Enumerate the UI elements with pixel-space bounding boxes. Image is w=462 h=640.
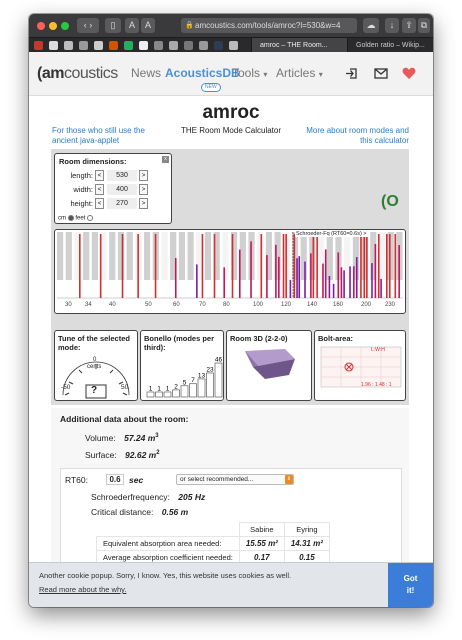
mode-line bbox=[290, 280, 292, 298]
table-header-eyring: Eyring bbox=[284, 523, 329, 537]
mode-line bbox=[337, 252, 339, 298]
favorite-icon[interactable] bbox=[49, 41, 58, 50]
mode-line bbox=[275, 245, 277, 298]
tick-label: 120 bbox=[281, 302, 292, 308]
additional-data-section bbox=[51, 408, 409, 576]
tune-zero-label: 0 bbox=[93, 357, 97, 363]
length-decrement-button[interactable]: < bbox=[95, 170, 104, 181]
width-increment-button[interactable]: > bbox=[139, 184, 148, 195]
bonello-value: 46 bbox=[214, 356, 223, 364]
login-icon[interactable] bbox=[345, 67, 358, 80]
mode-frequency-plot[interactable] bbox=[54, 229, 406, 314]
plot-band bbox=[205, 232, 211, 280]
surface-label: Surface: bbox=[85, 450, 117, 460]
cookie-banner bbox=[29, 562, 433, 607]
close-icon[interactable]: x bbox=[162, 156, 169, 163]
bonello-value: 7 bbox=[191, 377, 195, 385]
table-corner bbox=[97, 523, 240, 537]
tick-label: 34 bbox=[85, 302, 92, 308]
mode-line bbox=[122, 234, 124, 298]
favorite-icon[interactable] bbox=[64, 41, 73, 50]
tab-golden-ratio[interactable]: Golden ratio – Wikip... bbox=[347, 38, 433, 53]
rt60-recommended-select[interactable] bbox=[176, 474, 294, 485]
plot-band bbox=[179, 232, 185, 280]
mode-line bbox=[380, 279, 382, 298]
surface-row bbox=[85, 450, 160, 460]
plot-band bbox=[109, 232, 115, 280]
tabs-overview-icon[interactable]: ⧉ bbox=[418, 18, 430, 33]
plot-band bbox=[161, 232, 167, 280]
unit-selector bbox=[58, 215, 93, 222]
mode-line bbox=[325, 249, 327, 298]
mode-line bbox=[356, 257, 358, 298]
mode-line bbox=[202, 234, 204, 298]
tune-left-label: -50 bbox=[61, 384, 71, 391]
tick-label: 40 bbox=[109, 302, 116, 308]
unit-feet-radio[interactable] bbox=[87, 215, 93, 221]
bonello-bar bbox=[173, 390, 180, 397]
mode-line bbox=[310, 253, 312, 298]
mode-line bbox=[278, 257, 280, 298]
schroeder-label: Schroeder-Fq (RT60=0.6s) > bbox=[296, 231, 367, 237]
mode-line bbox=[294, 234, 296, 298]
volume-label: Volume: bbox=[85, 433, 116, 443]
tab-amroc[interactable]: amroc – THE Room... bbox=[251, 38, 347, 53]
bonello-value: 1 bbox=[157, 385, 161, 393]
java-applet-link[interactable]: For those who still use the ancient java-applet bbox=[52, 126, 145, 145]
tick-label: 50 bbox=[145, 302, 152, 308]
volume-row bbox=[85, 433, 159, 443]
tune-panel bbox=[54, 330, 138, 401]
sidebar-icon[interactable]: ▯ bbox=[105, 18, 121, 33]
logo-prefix: (am bbox=[37, 65, 64, 82]
height-row bbox=[55, 198, 173, 210]
plot-band bbox=[66, 232, 72, 280]
nav-tools-label: Tools bbox=[232, 66, 261, 80]
rt60-unit: sec bbox=[129, 475, 144, 485]
tune-title: Tune of the selected mode: bbox=[58, 334, 130, 352]
volume-value: 57.24 m bbox=[124, 433, 156, 443]
tune-unit-label: cents bbox=[87, 364, 102, 370]
bolt-ratio-header: L:W:H bbox=[371, 347, 385, 353]
mode-line bbox=[322, 264, 324, 298]
mode-line bbox=[137, 234, 139, 298]
tick-label: 70 bbox=[199, 302, 206, 308]
bonello-chart bbox=[143, 353, 223, 399]
plot-band bbox=[222, 232, 228, 280]
bolt-ratio: 1.96 : 1.48 : 1 bbox=[361, 382, 392, 388]
length-input[interactable]: 530 bbox=[107, 170, 137, 181]
table-cell-sabine: 15.55 m² bbox=[239, 537, 284, 551]
download-icon[interactable]: ↓ bbox=[385, 18, 399, 33]
mode-line bbox=[378, 234, 380, 298]
bonello-bar bbox=[190, 384, 197, 397]
width-input[interactable]: 400 bbox=[107, 184, 137, 195]
minimize-window-icon[interactable] bbox=[49, 22, 57, 30]
table-row-label: Average absorption coefficient needed: bbox=[97, 551, 240, 565]
cloud-icon[interactable]: ☁ bbox=[363, 18, 379, 33]
mode-line bbox=[333, 284, 335, 298]
volume-unit-exponent: 3 bbox=[155, 433, 159, 440]
cookie-text: Another cookie popup. Sorry, I know. Yes, this website uses cookies as well. bbox=[39, 571, 292, 580]
mode-line bbox=[329, 276, 331, 298]
tick-label: 140 bbox=[307, 302, 318, 308]
width-decrement-button[interactable]: < bbox=[95, 184, 104, 195]
bonello-bar bbox=[156, 392, 163, 397]
tick-label: 160 bbox=[333, 302, 344, 308]
tick-label: 100 bbox=[253, 302, 264, 308]
tick-label: 80 bbox=[223, 302, 230, 308]
table-row bbox=[97, 537, 330, 551]
close-window-icon[interactable] bbox=[37, 22, 45, 30]
surface-value: 92.62 m bbox=[125, 450, 157, 460]
mode-line bbox=[394, 234, 396, 298]
logo-suffix: coustics bbox=[63, 65, 118, 82]
bonello-bar bbox=[215, 363, 222, 397]
text-larger-icon[interactable]: A bbox=[141, 18, 155, 33]
bonello-bar bbox=[207, 373, 214, 397]
mode-line bbox=[232, 234, 234, 298]
unit-feet-label: feet bbox=[75, 215, 86, 222]
rt60-panel bbox=[60, 468, 402, 576]
mode-line bbox=[285, 234, 287, 298]
favorite-icon[interactable] bbox=[109, 41, 118, 50]
mode-line bbox=[353, 266, 355, 298]
mode-line bbox=[398, 245, 400, 298]
site-nav bbox=[29, 52, 433, 96]
favorite-icon[interactable] bbox=[34, 41, 43, 50]
plot-band bbox=[92, 232, 98, 280]
favorite-icon[interactable] bbox=[139, 41, 148, 50]
tick-label: 230 bbox=[385, 302, 396, 308]
mode-line bbox=[375, 244, 377, 298]
plot-band bbox=[57, 232, 63, 280]
favorite-icon[interactable] bbox=[79, 41, 88, 50]
cookie-read-more-link[interactable]: Read more about the why. bbox=[39, 585, 127, 594]
critical-distance-label: Critical distance: bbox=[91, 507, 154, 517]
nav-news[interactable]: News bbox=[131, 66, 162, 80]
mode-line bbox=[343, 270, 345, 298]
bonello-value: 13 bbox=[197, 372, 206, 380]
nav-tools[interactable] bbox=[232, 66, 267, 80]
favorite-icon[interactable] bbox=[229, 41, 238, 50]
mode-line bbox=[223, 267, 225, 298]
address-bar[interactable] bbox=[181, 18, 357, 33]
chevron-down-icon: ▾ bbox=[263, 70, 268, 79]
mode-plot-canvas[interactable] bbox=[55, 230, 405, 313]
plot-band bbox=[188, 232, 194, 280]
bonello-value: 2 bbox=[174, 383, 178, 391]
mode-line bbox=[250, 241, 252, 298]
tick-label: 30 bbox=[65, 302, 72, 308]
bonello-bar bbox=[164, 392, 171, 397]
table-header-row bbox=[97, 523, 330, 537]
favorite-icon[interactable] bbox=[154, 41, 163, 50]
mail-icon[interactable] bbox=[374, 68, 388, 79]
surface-unit-exponent: 2 bbox=[156, 450, 160, 457]
bonello-value: 1 bbox=[148, 385, 153, 393]
plot-band bbox=[257, 232, 263, 280]
more-about-link[interactable]: More about room modes and this calculator bbox=[306, 126, 409, 145]
additional-heading: Additional data about the room: bbox=[60, 414, 189, 424]
mode-line bbox=[349, 266, 351, 298]
room-dimensions-panel bbox=[54, 153, 172, 224]
browser-window bbox=[29, 14, 433, 607]
unit-cm-label: cm bbox=[58, 215, 66, 222]
mode-line bbox=[266, 255, 268, 298]
schroeder-freq-value: 205 Hz bbox=[178, 492, 206, 502]
tune-value: ? bbox=[91, 385, 98, 396]
room3d-panel bbox=[226, 330, 312, 401]
calculator-applet bbox=[51, 149, 409, 405]
nav-acousticsdb[interactable]: AcousticsDB bbox=[165, 66, 240, 80]
height-input[interactable]: 270 bbox=[107, 198, 137, 209]
bonello-value: 23 bbox=[206, 366, 214, 374]
plot-band bbox=[240, 232, 246, 280]
share-icon[interactable]: ⇪ bbox=[402, 18, 416, 33]
mode-line bbox=[296, 258, 298, 298]
plot-band bbox=[388, 232, 394, 280]
favorite-icon[interactable] bbox=[169, 41, 178, 50]
bolt-title: Bolt-area: bbox=[318, 334, 354, 343]
nav-articles-label: Articles bbox=[276, 66, 316, 80]
lock-icon: 🔒 bbox=[185, 22, 194, 29]
mode-line bbox=[389, 234, 391, 298]
mode-line bbox=[175, 258, 177, 298]
chevron-down-icon: ▾ bbox=[318, 70, 323, 79]
loading-spinner-icon: (O bbox=[381, 193, 399, 210]
cookie-button-label-1: Got bbox=[403, 574, 418, 583]
site-logo[interactable] bbox=[37, 65, 118, 83]
room3d-title: Room 3D (2-2-0) bbox=[230, 334, 288, 343]
bonello-title: Bonello (modes per third): bbox=[144, 334, 215, 352]
bonello-value: 1 bbox=[165, 385, 170, 393]
bonello-bar bbox=[147, 392, 154, 397]
room-dimensions-title: Room dimensions: bbox=[59, 157, 127, 166]
plot-band bbox=[83, 232, 89, 280]
maximize-window-icon[interactable] bbox=[61, 22, 69, 30]
text-smaller-icon[interactable]: A bbox=[125, 18, 139, 33]
favorite-icon[interactable] bbox=[199, 41, 208, 50]
tick-label: 200 bbox=[361, 302, 372, 308]
width-label: width: bbox=[73, 185, 93, 194]
mode-line bbox=[360, 234, 362, 298]
critical-distance-value: 0.56 m bbox=[161, 507, 189, 517]
plot-band bbox=[127, 232, 133, 280]
favorite-icon[interactable] bbox=[214, 41, 223, 50]
plot-band bbox=[144, 232, 150, 280]
address-bar-url: amcoustics.com/tools/amroc?l=530&w=4 bbox=[195, 21, 341, 30]
mode-line bbox=[316, 234, 318, 298]
bolt-panel bbox=[314, 330, 406, 401]
mode-line bbox=[386, 234, 388, 298]
back-forward-icon[interactable]: ‹ › bbox=[77, 18, 99, 33]
tune-right-label: 50 bbox=[121, 384, 129, 391]
length-row bbox=[55, 170, 173, 182]
tab-bar bbox=[29, 37, 433, 52]
mode-line bbox=[155, 234, 157, 298]
browser-toolbar bbox=[29, 14, 433, 37]
table-cell-sabine: 0.17 bbox=[239, 551, 284, 565]
height-decrement-button[interactable]: < bbox=[95, 198, 104, 209]
width-row bbox=[55, 184, 173, 196]
mode-line bbox=[371, 263, 373, 298]
unit-cm-radio[interactable] bbox=[68, 215, 74, 221]
page-subtitle: THE Room Mode Calculator bbox=[180, 126, 282, 135]
tick-label: 60 bbox=[173, 302, 180, 308]
bonello-bar bbox=[198, 379, 205, 397]
table-row-label: Equivalent absorption area needed: bbox=[97, 537, 240, 551]
table-cell-eyring: 14.31 m² bbox=[284, 537, 329, 551]
select-arrow-icon: ⇕ bbox=[286, 476, 292, 482]
mode-line bbox=[283, 234, 285, 298]
favorite-icon[interactable] bbox=[94, 41, 103, 50]
nav-articles[interactable] bbox=[276, 66, 323, 80]
bonello-panel bbox=[140, 330, 224, 401]
rt60-input[interactable]: 0.6 bbox=[106, 474, 124, 485]
height-increment-button[interactable]: > bbox=[139, 198, 148, 209]
mode-line bbox=[363, 234, 365, 298]
table-header-sabine: Sabine bbox=[239, 523, 284, 537]
absorption-table bbox=[96, 522, 330, 565]
room-3d-icon[interactable] bbox=[229, 345, 309, 385]
select-placeholder: or select recommended... bbox=[180, 476, 254, 483]
mode-line bbox=[366, 234, 368, 298]
new-badge: NEW bbox=[201, 83, 221, 92]
mode-line bbox=[239, 250, 241, 298]
height-label: height: bbox=[70, 199, 93, 208]
plot-band bbox=[327, 232, 333, 280]
cookie-accept-button[interactable] bbox=[388, 563, 433, 607]
bonello-bar bbox=[181, 386, 188, 397]
rt60-label: RT60: bbox=[65, 475, 88, 485]
plot-band bbox=[379, 232, 385, 280]
critical-distance-row bbox=[91, 507, 188, 517]
schroeder-freq-label: Schroederfrequency: bbox=[91, 492, 170, 502]
mode-line bbox=[79, 234, 81, 298]
favorite-icon[interactable] bbox=[124, 41, 133, 50]
mode-line bbox=[196, 264, 198, 298]
mode-line bbox=[260, 234, 262, 298]
page-title: amroc bbox=[202, 102, 260, 123]
length-label: length: bbox=[70, 171, 93, 180]
length-increment-button[interactable]: > bbox=[139, 170, 148, 181]
mode-line bbox=[298, 256, 300, 298]
favorite-icon[interactable] bbox=[184, 41, 193, 50]
mode-line bbox=[313, 234, 315, 298]
mode-line bbox=[304, 262, 306, 298]
mode-line bbox=[214, 234, 216, 298]
schroeder-row bbox=[91, 492, 205, 502]
bonello-value: 5 bbox=[182, 379, 187, 387]
plot-band bbox=[301, 232, 307, 280]
heart-icon[interactable] bbox=[402, 67, 416, 80]
table-cell-eyring: 0.15 bbox=[284, 551, 329, 565]
cookie-button-label-2: it! bbox=[406, 586, 415, 595]
mode-line bbox=[341, 267, 343, 298]
mode-line bbox=[100, 234, 102, 298]
